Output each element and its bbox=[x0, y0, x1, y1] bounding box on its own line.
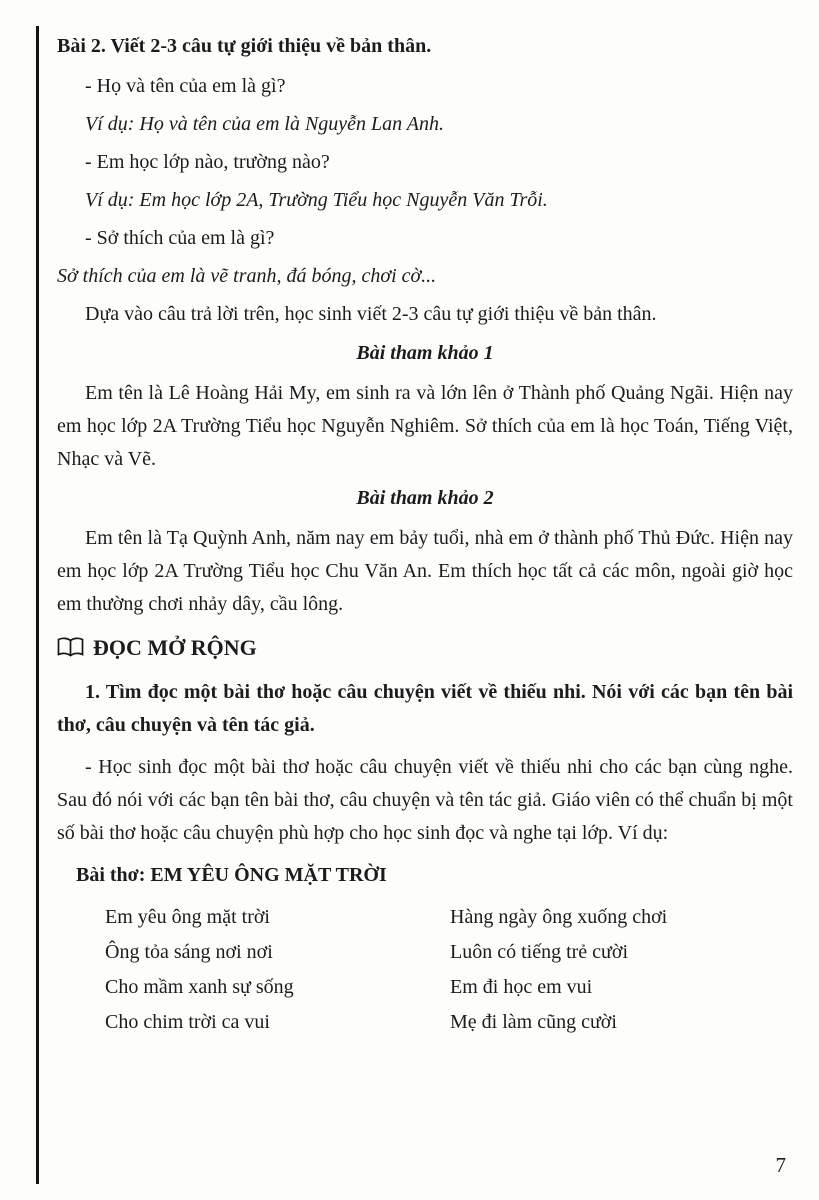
poem-line: Em đi học em vui bbox=[450, 976, 593, 998]
poem bbox=[57, 901, 793, 1041]
task-1: 1. Tìm đọc một bài thơ hoặc câu chuyện viết về thiếu nhi. Nói với các bạn tên bài thơ, câu chuyện và tên tác giả. bbox=[57, 681, 793, 736]
page-number: 7 bbox=[775, 1153, 786, 1177]
reference-2-body: Em tên là Tạ Quỳnh Anh, năm nay em bảy tuổi, nhà em ở thành phố Thủ Đức. Hiện nay em học lớp 2A Trường Tiểu học Chu Văn An. Em thích học tất cả các môn, ngoài giờ học em thường chơi nhảy dây, cầu lông. bbox=[57, 527, 793, 615]
poem-line: Mẹ đi làm cũng cười bbox=[450, 1011, 617, 1033]
extended-reading-heading bbox=[57, 631, 793, 664]
instruction-note: Dựa vào câu trả lời trên, học sinh viết 2-3 câu tự giới thiệu về bản thân. bbox=[85, 303, 657, 325]
example-1: Ví dụ: Họ và tên của em là Nguyễn Lan Anh. bbox=[85, 113, 445, 135]
poem-line: Cho mầm xanh sự sống bbox=[105, 976, 294, 998]
poem-column-right bbox=[450, 901, 793, 1041]
poem-line: Hàng ngày ông xuống chơi bbox=[450, 906, 668, 928]
reference-2-title: Bài tham khảo 2 bbox=[356, 487, 494, 509]
extended-reading-heading-label: ĐỌC MỞ RỘNG bbox=[93, 635, 257, 660]
poem-line: Luôn có tiếng trẻ cười bbox=[450, 941, 629, 963]
example-2: Ví dụ: Em học lớp 2A, Trường Tiểu học Nguyễn Văn Trỗi. bbox=[85, 189, 548, 211]
answer-3: Sở thích của em là vẽ tranh, đá bóng, chơi cờ... bbox=[57, 265, 437, 287]
question-3: - Sở thích của em là gì? bbox=[85, 227, 275, 249]
poem-heading: Bài thơ: EM YÊU ÔNG MẶT TRỜI bbox=[76, 864, 387, 886]
page-margin-rule bbox=[36, 26, 39, 1184]
guidance-paragraph: - Học sinh đọc một bài thơ hoặc câu chuyện viết về thiếu nhi cho các bạn cùng nghe. Sau đó nói với các bạn tên bài thơ, câu chuyện và tên tác giả. Giáo viên có thể chuẩn bị một số bài thơ hoặc câu chuyện phù hợp cho học sinh đọc và nghe tại lớp. Ví dụ: bbox=[57, 756, 793, 844]
page-content bbox=[57, 30, 793, 1041]
poem-line: Cho chim trời ca vui bbox=[105, 1011, 270, 1033]
question-2: - Em học lớp nào, trường nào? bbox=[85, 151, 330, 173]
question-1: - Họ và tên của em là gì? bbox=[85, 75, 286, 97]
open-book-icon bbox=[57, 637, 84, 658]
lesson-title: Bài 2. Viết 2-3 câu tự giới thiệu về bản thân. bbox=[57, 35, 432, 57]
poem-line: Ông tỏa sáng nơi nơi bbox=[105, 941, 273, 963]
poem-line: Em yêu ông mặt trời bbox=[105, 906, 270, 928]
reference-1-title: Bài tham khảo 1 bbox=[356, 342, 494, 364]
poem-column-left bbox=[57, 901, 450, 1041]
reference-1-body: Em tên là Lê Hoàng Hải My, em sinh ra và lớn lên ở Thành phố Quảng Ngãi. Hiện nay em học lớp 2A Trường Tiểu học Nguyễn Nghiêm. Sở thích của em là học Toán, Tiếng Việt, Nhạc và Vẽ. bbox=[57, 382, 793, 470]
